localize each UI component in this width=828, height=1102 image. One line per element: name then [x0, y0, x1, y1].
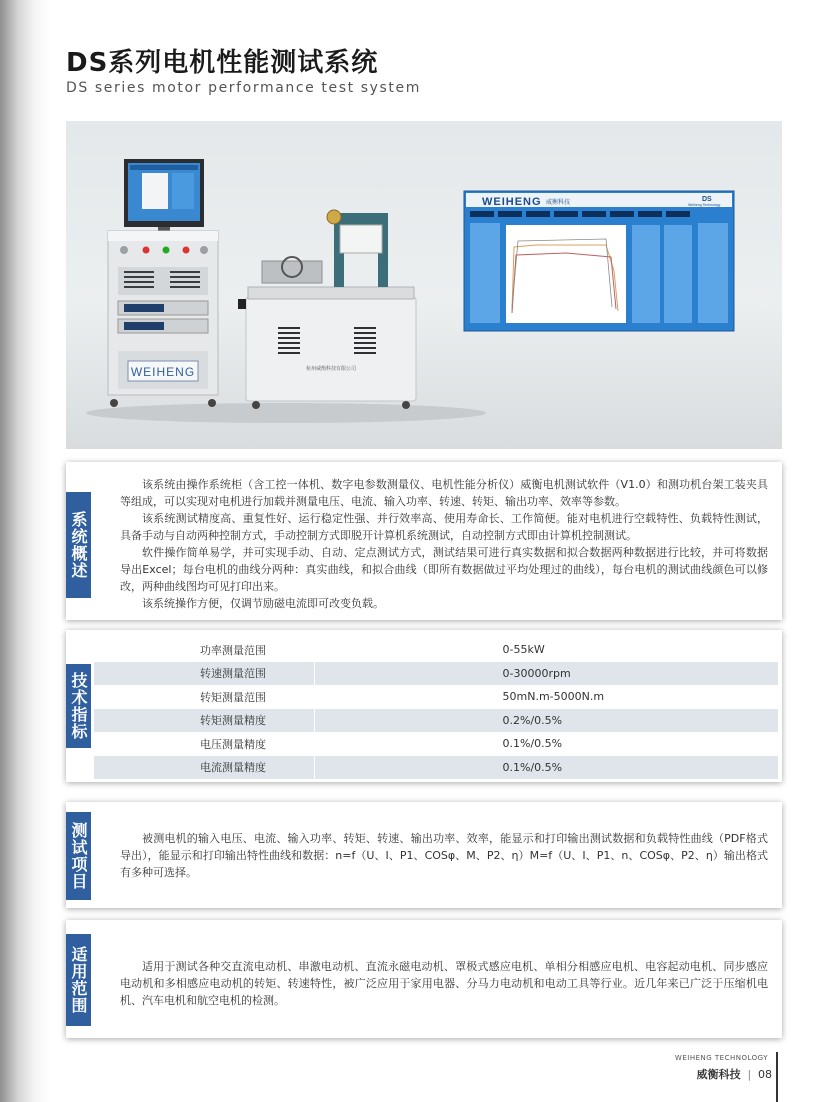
- control-cabinet: [108, 159, 218, 407]
- footer-page-line: [697, 1066, 772, 1082]
- applications-section: [66, 920, 782, 1038]
- spec-label: 转速测量范围: [94, 662, 314, 686]
- applications-tab: 适用范围: [66, 934, 91, 1026]
- software-screenshot: [464, 191, 734, 331]
- page-title: DS系列电机性能测试系统: [66, 48, 379, 78]
- spec-value: 0.1%/0.5%: [314, 756, 778, 780]
- product-photo: [66, 121, 782, 449]
- screen-logo-text: 威衡科技: [546, 199, 571, 206]
- footer-brand-cn: 威衡科技: [696, 1068, 741, 1081]
- overview-section: [66, 462, 782, 620]
- spec-label: 电流测量精度: [94, 756, 314, 780]
- spec-value: 0-30000rpm: [314, 662, 778, 686]
- screen-tagline: Weiheng Technology: [688, 203, 721, 207]
- footer-divider: [776, 1052, 778, 1102]
- test-items-text: 被测电机的输入电压、电流、输入功率、转矩、转速、输出功率、效率，能显示和打印输出测试数据和负载特性曲线（PDF格式导出），能显示和打印输出特性曲线和数据：n=f（U、I、P1、COSφ、M、P2、η）M=f（U、I、P1、n、COSφ、P2、η）输出格式有多种可选择。: [120, 832, 768, 879]
- spec-value: 0.1%/0.5%: [314, 732, 778, 756]
- screen-brand: WEIHENG: [482, 196, 542, 208]
- page-number: 08: [758, 1068, 772, 1081]
- spec-label: 功率测量范围: [94, 638, 314, 662]
- table-row: [94, 638, 778, 662]
- spec-label: 电压测量精度: [94, 732, 314, 756]
- overview-paragraph: 软件操作简单易学，并可实现手动、自动、定点测试方式，测试结果可进行真实数据和拟合数据两种数据进行比较，并可将数据导出Excel；每台电机的曲线分两种：真实曲线，和拟合曲线（即所有数据做过平均处理过的曲线），每台电机的测试曲线颜色可以修改，两种曲线图均可见打印出来。: [120, 546, 768, 593]
- cabinet-brand: WEIHENG: [130, 365, 196, 379]
- footer-separator: |: [747, 1068, 752, 1081]
- product-illustration: [66, 121, 782, 449]
- test-items-tab: 测试项目: [66, 812, 91, 900]
- table-row: [94, 709, 778, 733]
- spec-value: 0-55kW: [314, 638, 778, 662]
- spec-value: 50mN.m-5000N.m: [314, 685, 778, 709]
- spec-label: 转矩测量范围: [94, 685, 314, 709]
- table-row: [94, 732, 778, 756]
- spec-value: 0.2%/0.5%: [314, 709, 778, 733]
- table-row: [94, 685, 778, 709]
- page-subtitle: DS series motor performance test system: [66, 80, 421, 96]
- dynamometer-bench: [238, 210, 416, 409]
- applications-text: 适用于测试各种交直流电动机、串激电动机、直流永磁电动机、罩极式感应电机、单相分相感应电机、电容起动电机、同步感应电动机和多相感应电动机的转矩、转速特性，被广泛应用于家用电器、分马力电动机和电动工具等行业。近几年来已广泛于压缩机电机、汽车电机和航空电机的检测。: [120, 960, 768, 1007]
- table-row: [94, 662, 778, 686]
- overview-paragraph: 该系统由操作系统柜（含工控一体机、数字电参数测量仪、电机性能分析仪）威衡电机测试软件（V1.0）和测功机台架工装夹具等组成，可以实现对电机进行加载并测量电压、电流、输入功率、转速、转矩、输出功率、效率等参数。: [120, 478, 768, 508]
- footer-brand-en: WEIHENG TECHNOLOGY: [674, 1054, 768, 1062]
- spec-label: 转矩测量精度: [94, 709, 314, 733]
- bench-label: 杭州威衡科技有限公司: [305, 366, 357, 372]
- specs-section: [66, 630, 782, 782]
- spec-table: [94, 638, 778, 779]
- overview-paragraph: 该系统测试精度高、重复性好、运行稳定性强、并行效率高、使用寿命长、工作简便。能对电机进行空载特性、负载特性测试，具备手动与自动两种控制方式，手动控制方式即脱开计算机系统测试，自动控制方式即由计算机控制测试。: [120, 512, 768, 542]
- overview-tab: 系统概述: [66, 492, 91, 598]
- test-items-section: [66, 802, 782, 908]
- screen-model: DS: [702, 196, 712, 203]
- specs-tab: 技术指标: [66, 664, 91, 748]
- overview-paragraph: 该系统操作方便，仅调节励磁电流即可改变负载。: [142, 597, 384, 610]
- table-row: [94, 756, 778, 780]
